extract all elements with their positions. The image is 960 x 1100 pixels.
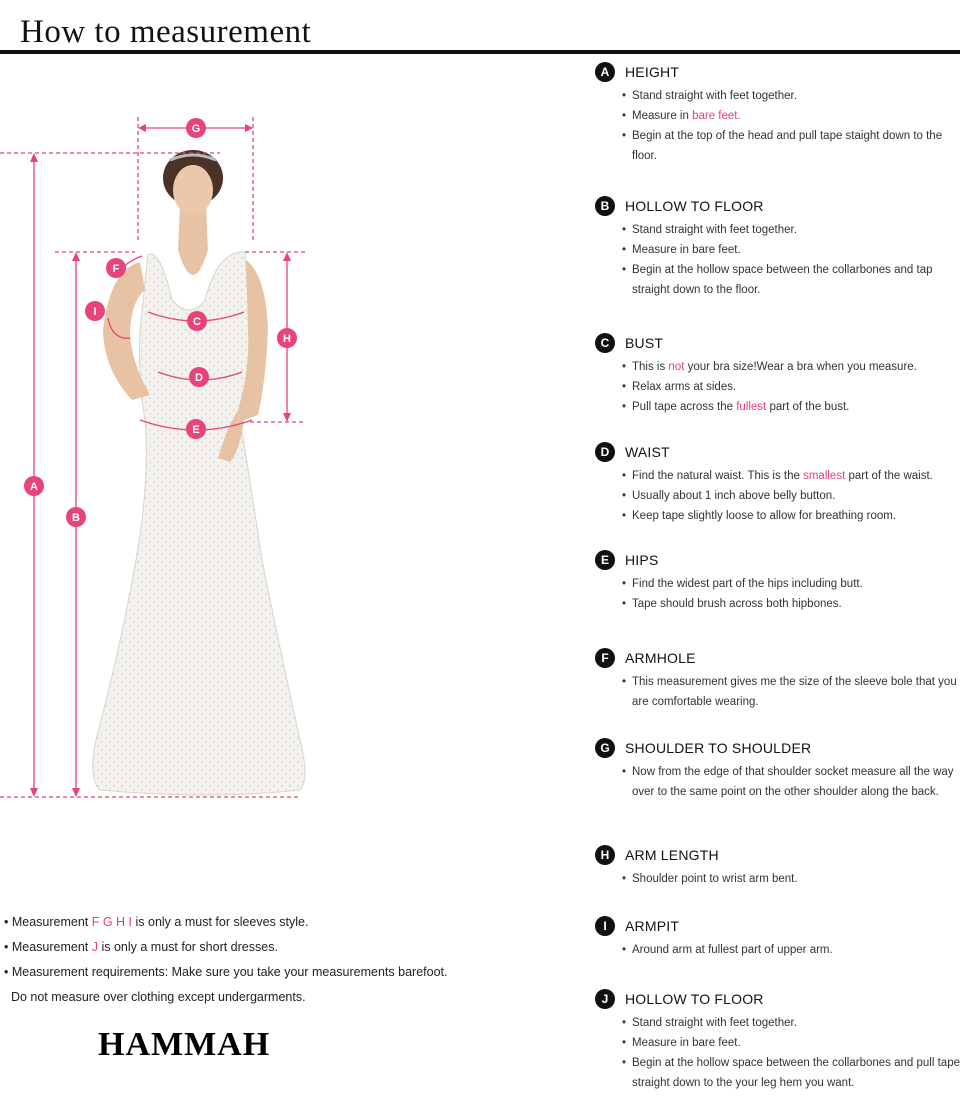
instruction-list (595, 86, 960, 166)
instruction-item (626, 594, 960, 614)
instruction-item (626, 762, 960, 802)
highlight-text: F G H I (91, 915, 133, 929)
svg-text:I: I (93, 306, 97, 318)
instruction-text: Measure in (632, 110, 693, 122)
instruction-text: Tape should brush across both hipbones. (632, 598, 842, 610)
section-header (595, 442, 960, 462)
figure-label-H (277, 328, 297, 348)
svg-text:F: F (112, 263, 120, 275)
figure-label-I (85, 301, 105, 321)
instruction-text: Begin at the hollow space between the collarbones and pull tape straight down to the your leg hem you want. (632, 1057, 960, 1089)
instruction-text: Keep tape slightly loose to allow for breathing room. (632, 510, 897, 522)
instruction-list (595, 940, 960, 960)
instruction-item (626, 240, 960, 260)
svg-text:G: G (191, 123, 201, 135)
letter-badge: A (595, 62, 615, 82)
instruction-text: This is (632, 361, 669, 373)
figure-label-F (106, 258, 126, 278)
instruction-item (626, 506, 960, 526)
section-h (595, 845, 960, 889)
instruction-text: Now from the edge of that shoulder socket measure all the way over to the same point on the other shoulder along the back. (632, 766, 954, 798)
svg-text:D: D (195, 372, 203, 384)
instruction-text: Stand straight with feet together. (632, 90, 797, 102)
notes (4, 910, 564, 1010)
highlight-text: J (91, 940, 98, 954)
instruction-list (595, 466, 960, 526)
note-line (4, 985, 564, 1010)
instruction-item (626, 377, 960, 397)
instruction-text: Measure in bare feet. (632, 244, 741, 256)
instruction-list (595, 1013, 960, 1093)
instruction-item (626, 1013, 960, 1033)
face (173, 165, 213, 215)
letter-badge: H (595, 845, 615, 865)
section-header (595, 648, 960, 668)
section-header (595, 916, 960, 936)
letter-badge: J (595, 989, 615, 1009)
section-header (595, 989, 960, 1009)
instruction-text: Find the natural waist. This is the (632, 470, 804, 482)
note-text: is only a must for short dresses. (98, 940, 278, 954)
figure-label-D (189, 367, 209, 387)
figure-label-E (186, 419, 206, 439)
section-title: HIPS (625, 552, 659, 568)
instruction-text: This measurement gives me the size of the sleeve bole that you are comfortable wearing. (632, 676, 957, 708)
instruction-list (595, 869, 960, 889)
section-i (595, 916, 960, 960)
instruction-item (626, 869, 960, 889)
instruction-text: Around arm at fullest part of upper arm. (632, 944, 833, 956)
section-f (595, 648, 960, 712)
section-title: BUST (625, 335, 664, 351)
instruction-item (626, 126, 960, 166)
instruction-item (626, 940, 960, 960)
section-header (595, 62, 960, 82)
section-title: HOLLOW TO FLOOR (625, 198, 764, 214)
instruction-text: Begin at the top of the head and pull tape staight down to the floor. (632, 130, 943, 162)
letter-badge: E (595, 550, 615, 570)
svg-text:E: E (192, 424, 200, 436)
instruction-item (626, 486, 960, 506)
section-e (595, 550, 960, 614)
highlight-text: bare feet. (692, 110, 741, 122)
instruction-item (626, 1033, 960, 1053)
instruction-item (626, 357, 960, 377)
neck (178, 205, 208, 275)
instruction-item (626, 466, 960, 486)
section-j (595, 989, 960, 1093)
highlight-text: fullest (736, 401, 767, 413)
instruction-text: Begin at the hollow space between the collarbones and tap straight down to the floor. (632, 264, 933, 296)
instruction-text: Stand straight with feet together. (632, 1017, 797, 1029)
section-title: WAIST (625, 444, 670, 460)
instruction-list (595, 220, 960, 300)
section-d (595, 442, 960, 526)
highlight-text: smallest (803, 470, 846, 482)
instruction-list (595, 672, 960, 712)
section-g (595, 738, 960, 802)
letter-badge: B (595, 196, 615, 216)
note-text: • Measurement (4, 940, 92, 954)
figure-label-G (186, 118, 206, 138)
instruction-text: Relax arms at sides. (632, 381, 737, 393)
title-rule (0, 50, 960, 54)
section-header (595, 550, 960, 570)
section-title: ARM LENGTH (625, 847, 719, 863)
section-header (595, 738, 960, 758)
note-text: is only a must for sleeves style. (132, 915, 309, 929)
note-line (4, 910, 564, 935)
instruction-item (626, 1053, 960, 1093)
section-title: ARMPIT (625, 918, 680, 934)
svg-text:A: A (30, 481, 38, 493)
instruction-text: Pull tape across the (632, 401, 737, 413)
note-text: • Measurement (4, 915, 92, 929)
instruction-item (626, 260, 960, 300)
section-a (595, 62, 960, 166)
instruction-text: Usually about 1 inch above belly button. (632, 490, 836, 502)
figure-label-C (187, 311, 207, 331)
instruction-item (626, 672, 960, 712)
section-header (595, 196, 960, 216)
note-text: • Measurement requirements: Make sure you take your measurements barefoot. (4, 965, 448, 979)
note-text: Do not measure over clothing except undergarments. (4, 990, 306, 1004)
instruction-item (626, 106, 960, 126)
letter-badge: F (595, 648, 615, 668)
svg-text:C: C (193, 316, 201, 328)
highlight-text: not (668, 361, 685, 373)
note-line (4, 960, 564, 985)
section-title: ARMHOLE (625, 650, 696, 666)
section-title: SHOULDER TO SHOULDER (625, 740, 812, 756)
section-c (595, 333, 960, 417)
instruction-item (626, 86, 960, 106)
letter-badge: C (595, 333, 615, 353)
section-header (595, 333, 960, 353)
section-title: HOLLOW TO FLOOR (625, 991, 764, 1007)
instruction-list (595, 762, 960, 802)
instruction-text: part of the bust. (766, 401, 850, 413)
instruction-text: Measure in bare feet. (632, 1037, 741, 1049)
instruction-item (626, 220, 960, 240)
section-title: HEIGHT (625, 64, 680, 80)
dress-figure-illustration (0, 100, 330, 820)
instruction-text: part of the waist. (845, 470, 933, 482)
instruction-text: Stand straight with feet together. (632, 224, 797, 236)
figure-label-B (66, 507, 86, 527)
letter-badge: I (595, 916, 615, 936)
section-header (595, 845, 960, 865)
svg-text:H: H (283, 333, 291, 345)
instruction-text: Find the widest part of the hips including butt. (632, 578, 863, 590)
instruction-item (626, 574, 960, 594)
instruction-list (595, 574, 960, 614)
page-title: How to measurement (20, 14, 312, 50)
letter-badge: D (595, 442, 615, 462)
figure-label-A (24, 476, 44, 496)
instruction-item (626, 397, 960, 417)
brand-logo: HAMMAH (98, 1026, 271, 1063)
letter-badge: G (595, 738, 615, 758)
instruction-list (595, 357, 960, 417)
section-b (595, 196, 960, 300)
svg-text:B: B (72, 512, 80, 524)
instruction-text: Shoulder point to wrist arm bent. (632, 873, 798, 885)
note-line (4, 935, 564, 960)
instruction-text: your bra size!Wear a bra when you measure. (684, 361, 917, 373)
